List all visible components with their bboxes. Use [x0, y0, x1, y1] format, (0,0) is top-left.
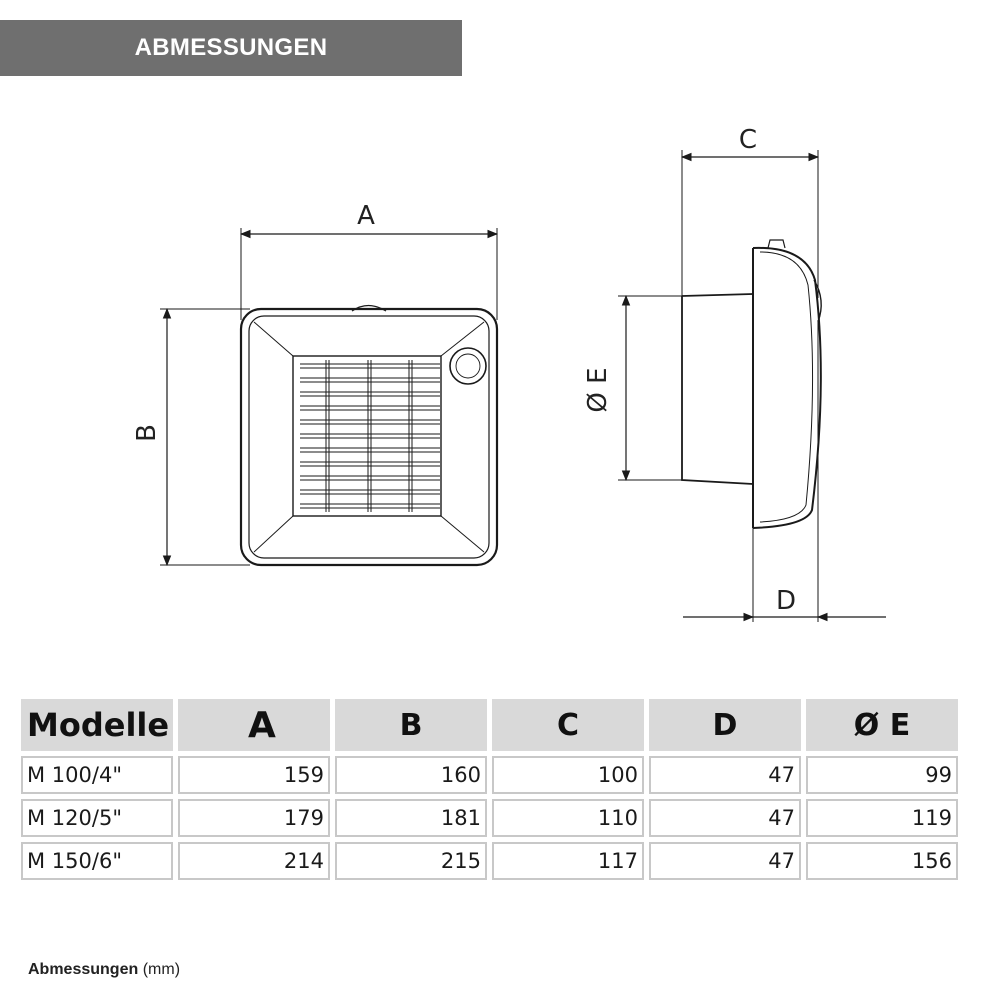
- page-title: ABMESSUNGEN: [134, 34, 328, 61]
- value-c-cell: 117: [492, 842, 644, 880]
- column-header-b: B: [335, 699, 487, 751]
- dimensions-table: [16, 694, 963, 885]
- column-header-d: D: [649, 699, 801, 751]
- value-b-cell: 181: [335, 799, 487, 837]
- value-b-cell: 160: [335, 756, 487, 794]
- column-header-c: C: [492, 699, 644, 751]
- model-cell: M 150/6": [21, 842, 173, 880]
- table-header-row: [21, 699, 958, 751]
- value-a-cell: 179: [178, 799, 330, 837]
- model-cell: M 100/4": [21, 756, 173, 794]
- footer-caption-unit: (mm): [142, 961, 181, 978]
- louvre-grille: [300, 360, 440, 512]
- dimension-a-label: A: [357, 201, 375, 231]
- value-c-cell: 110: [492, 799, 644, 837]
- table-row: [21, 756, 958, 794]
- table-row: [21, 842, 958, 880]
- value-e-cell: 156: [806, 842, 958, 880]
- side-view: [618, 150, 821, 622]
- column-header-e: Ø E: [806, 699, 958, 751]
- value-e-cell: 99: [806, 756, 958, 794]
- column-header-a: A: [178, 699, 330, 751]
- value-d-cell: 47: [649, 799, 801, 837]
- footer-caption: [28, 961, 180, 979]
- dimension-b-label: B: [132, 424, 162, 442]
- table-row: [21, 799, 958, 837]
- value-e-cell: 119: [806, 799, 958, 837]
- value-b-cell: 215: [335, 842, 487, 880]
- front-view: [160, 228, 497, 565]
- column-header-model: Modelle: [21, 699, 173, 751]
- dimension-e-label: Ø E: [583, 367, 613, 413]
- value-d-cell: 47: [649, 756, 801, 794]
- value-a-cell: 159: [178, 756, 330, 794]
- value-a-cell: 214: [178, 842, 330, 880]
- footer-caption-title: Abmessungen: [28, 961, 139, 978]
- value-d-cell: 47: [649, 842, 801, 880]
- dimension-c-label: C: [738, 125, 758, 155]
- dimension-d-label: D: [775, 586, 797, 616]
- value-c-cell: 100: [492, 756, 644, 794]
- model-cell: M 120/5": [21, 799, 173, 837]
